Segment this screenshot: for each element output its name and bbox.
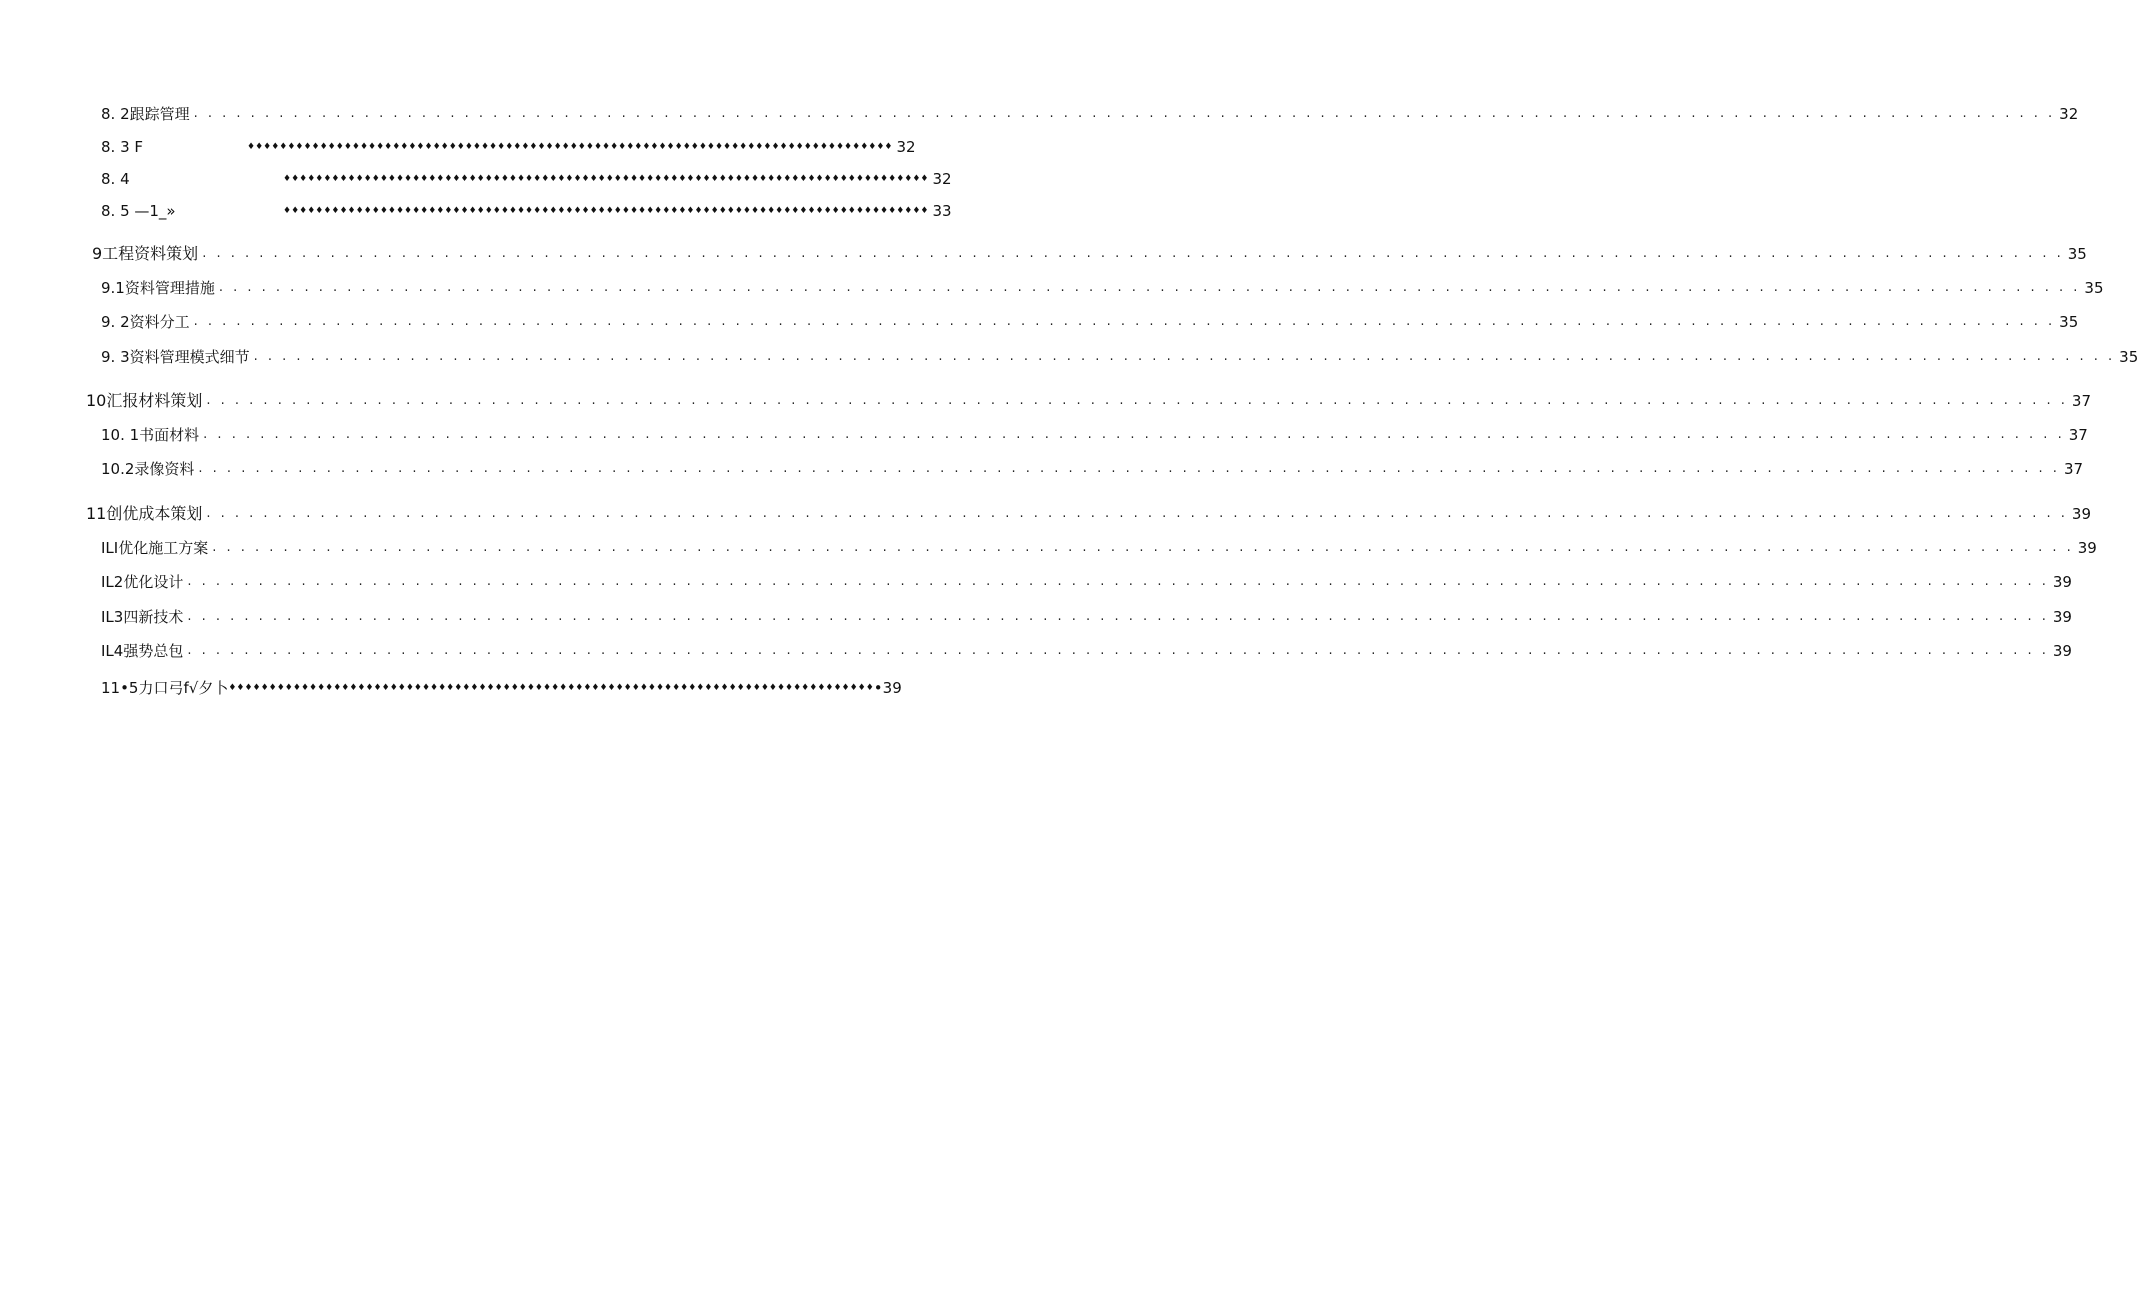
toc-diamond-leader: ♦♦♦♦♦♦♦♦♦♦♦♦♦♦♦♦♦♦♦♦♦♦♦♦♦♦♦♦♦♦♦♦♦♦♦♦♦♦♦♦♦♦♦♦♦♦♦♦♦♦♦♦♦♦♦♦♦♦♦♦♦♦♦♦♦♦♦♦♦♦♦♦♦♦♦♦♦♦♦♦	[247, 142, 893, 152]
toc-entry-label: 9. 3资料管理模式细节	[101, 348, 250, 366]
toc-entry-label: 11•5力口弓f√夕卜	[101, 679, 229, 697]
toc-entry-11-2	[101, 570, 2072, 594]
toc-dot-leader	[208, 536, 2074, 560]
toc-dot-leader	[183, 639, 2049, 663]
toc-entry-label: 10. 1书面材料	[101, 426, 200, 444]
toc-entry-11-1	[101, 536, 2097, 560]
toc-entry-9-2	[101, 310, 2079, 334]
toc-chapter-9	[92, 242, 2087, 266]
toc-entry-page: 35	[2067, 245, 2087, 263]
toc-entry-page: 32	[932, 170, 952, 188]
toc-entry-page: 35	[2119, 348, 2138, 366]
toc-dot-leader	[215, 276, 2081, 300]
toc-entry-page: 39	[2071, 505, 2092, 523]
toc-chapter-11	[86, 502, 2092, 526]
toc-dot-leader	[183, 605, 2049, 629]
toc-entry-label: 9. 2资料分工	[101, 313, 190, 331]
toc-entry-label: 10.2录像资料	[101, 460, 195, 478]
toc-dot-leader	[202, 389, 2068, 413]
toc-entry-label: 9.1资料管理措施	[101, 279, 215, 297]
toc-entry-10-2	[101, 457, 2084, 481]
toc-entry-8-4	[101, 167, 952, 191]
toc-dot-leader	[198, 242, 2064, 266]
toc-entry-page: 35	[2059, 313, 2079, 331]
toc-entry-page: 37	[2068, 426, 2088, 444]
toc-entry-8-5	[101, 199, 952, 223]
toc-dot-leader	[250, 345, 2116, 369]
toc-entry-10-1	[101, 423, 2088, 447]
toc-dot-leader	[190, 102, 2056, 126]
toc-diamond-leader: ♦♦♦♦♦♦♦♦♦♦♦♦♦♦♦♦♦♦♦♦♦♦♦♦♦♦♦♦♦♦♦♦♦♦♦♦♦♦♦♦♦♦♦♦♦♦♦♦♦♦♦♦♦♦♦♦♦♦♦♦♦♦♦♦♦♦♦♦♦♦♦♦♦♦♦♦♦♦♦♦	[283, 174, 929, 184]
toc-entry-11-3	[101, 605, 2072, 629]
toc-entry-page: 35	[2084, 279, 2104, 297]
toc-entry-page: 32	[2059, 105, 2079, 123]
toc-dot-leader	[194, 457, 2060, 481]
toc-entry-label: IL2优化设计	[101, 573, 184, 591]
toc-entry-label: IL4强势总包	[101, 642, 184, 660]
toc-entry-page: 32	[896, 138, 916, 156]
toc-entry-label: 11创优成本策划	[86, 504, 203, 523]
toc-entry-8-2	[101, 102, 2079, 126]
toc-entry-label: 9工程资料策划	[92, 244, 199, 263]
toc-entry-page: 37	[2063, 460, 2084, 478]
toc-entry-11-4	[101, 639, 2072, 663]
toc-entry-11-5	[101, 676, 902, 700]
toc-entry-page: 39	[2052, 573, 2072, 591]
toc-dot-leader	[190, 310, 2056, 334]
toc-entry-9-3	[101, 345, 2138, 369]
toc-entry-label: 8. 2跟踪管理	[101, 105, 190, 123]
toc-entry-label: IL3四新技术	[101, 608, 184, 626]
toc-entry-label: 8. 3 F	[101, 138, 144, 156]
toc-entry-page: •39	[873, 679, 902, 697]
toc-entry-label: 8. 4	[101, 170, 130, 188]
toc-entry-page: 39	[2077, 539, 2097, 557]
toc-entry-page: 39	[2052, 642, 2072, 660]
toc-dot-leader	[202, 502, 2068, 526]
toc-chapter-10	[86, 389, 2092, 413]
toc-entry-8-3	[101, 135, 916, 159]
toc-entry-9-1	[101, 276, 2104, 300]
toc-entry-label: 8. 5 —1_»	[101, 202, 176, 220]
toc-entry-label: 10汇报材料策划	[86, 391, 203, 410]
toc-entry-label: ILI优化施工方案	[101, 539, 209, 557]
toc-dot-leader	[183, 570, 2049, 594]
toc-diamond-leader: ♦♦♦♦♦♦♦♦♦♦♦♦♦♦♦♦♦♦♦♦♦♦♦♦♦♦♦♦♦♦♦♦♦♦♦♦♦♦♦♦♦♦♦♦♦♦♦♦♦♦♦♦♦♦♦♦♦♦♦♦♦♦♦♦♦♦♦♦♦♦♦♦♦♦♦♦♦♦♦♦	[283, 206, 929, 216]
toc-entry-page: 39	[2052, 608, 2072, 626]
toc-diamond-leader: ♦♦♦♦♦♦♦♦♦♦♦♦♦♦♦♦♦♦♦♦♦♦♦♦♦♦♦♦♦♦♦♦♦♦♦♦♦♦♦♦♦♦♦♦♦♦♦♦♦♦♦♦♦♦♦♦♦♦♦♦♦♦♦♦♦♦♦♦♦♦♦♦♦♦♦♦♦♦♦♦	[228, 683, 874, 693]
toc-dot-leader	[199, 423, 2065, 447]
toc-entry-page: 33	[932, 202, 952, 220]
toc-entry-page: 37	[2071, 392, 2092, 410]
